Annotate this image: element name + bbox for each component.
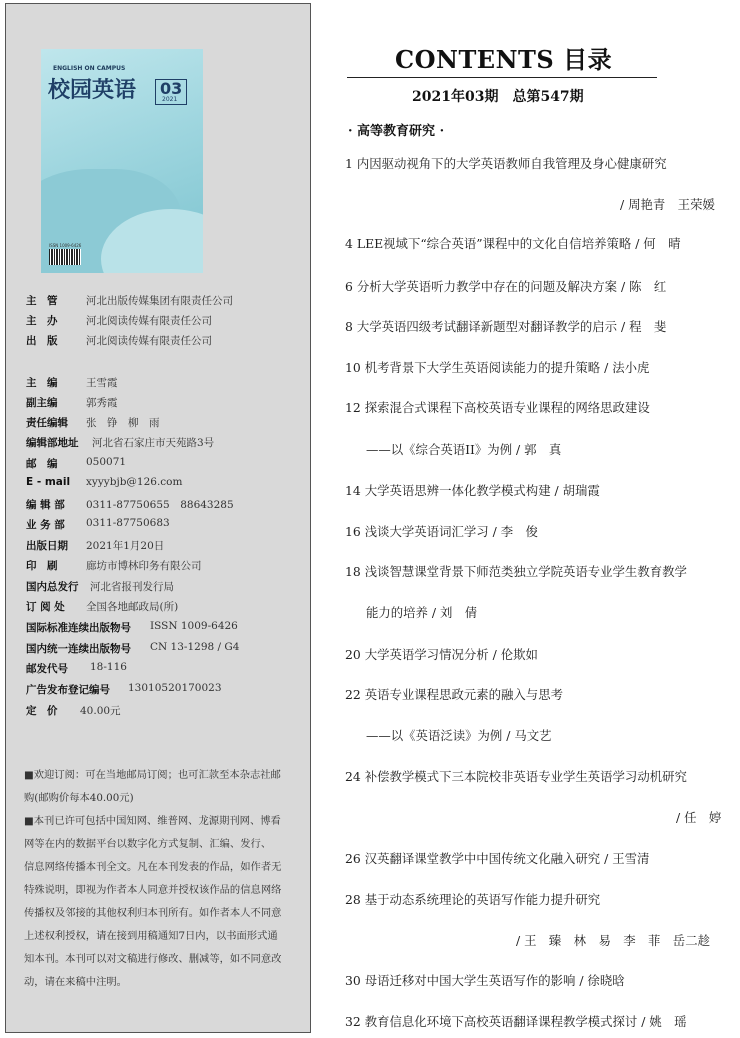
- toc-entry[interactable]: [345, 890, 600, 908]
- masthead-value: 13010520170023: [128, 682, 222, 694]
- masthead-value: 张 铮 柳 雨: [86, 417, 160, 429]
- toc-page-number: 32: [345, 1014, 361, 1029]
- toc-article-title: 大学英语四级考试翻译新题型对翻译教学的启示 / 程 斐: [356, 319, 667, 334]
- masthead-value: 王雪霞: [86, 377, 118, 389]
- masthead-value: 廊坊市博林印务有限公司: [86, 560, 202, 572]
- toc-page-number: 24: [345, 769, 361, 784]
- notice-line: 传播权及邻接的其他权利归本刊所有。如作者本人不同意: [24, 907, 282, 919]
- notice-line: ■欢迎订阅：可在当地邮局订阅；也可汇款至本杂志社邮: [24, 769, 281, 781]
- toc-page-number: 8: [345, 319, 353, 334]
- masthead-label: 订 阅 处: [26, 601, 65, 613]
- toc-article-title: 浅谈大学英语词汇学习 / 李 俊: [364, 524, 538, 539]
- contents-title: CONTENTS 目录: [395, 45, 613, 74]
- masthead-value: 河北阅读传媒有限责任公司: [86, 315, 212, 327]
- toc-page-number: 28: [345, 892, 361, 907]
- toc-page-number: 20: [345, 647, 361, 662]
- toc-page-number: 14: [345, 483, 361, 498]
- magazine-cover-image: [41, 49, 203, 273]
- masthead-value: xyyybjb@126.com: [86, 476, 183, 488]
- toc-page-number: 18: [345, 564, 361, 579]
- toc-page-number: 30: [345, 973, 361, 988]
- masthead-value: 0311-87750655 88643285: [86, 499, 234, 511]
- notice-line: ■本刊已许可包括中国知网、维普网、龙源期刊网、博看: [24, 815, 281, 827]
- toc-article-title: 分析大学英语听力教学中存在的问题及解决方案 / 陈 红: [356, 279, 667, 294]
- toc-article-title: 探索混合式课程下高校英语专业课程的网络思政建设: [364, 400, 650, 415]
- masthead-value: 河北阅读传媒有限责任公司: [86, 335, 212, 347]
- notice-line: 网等在内的数据平台以数字化方式复制、汇编、发行、: [24, 838, 272, 850]
- toc-entry[interactable]: [345, 234, 680, 252]
- masthead-label: 国内统一连续出版物号: [26, 643, 131, 655]
- masthead-label: 主 办: [26, 315, 58, 327]
- masthead-label: 出 版: [26, 335, 58, 347]
- toc-article-continuation: 能力的培养 / 刘 倩: [366, 605, 478, 620]
- toc-entry[interactable]: [345, 398, 650, 416]
- toc-entry[interactable]: [345, 481, 600, 499]
- toc-entry[interactable]: [345, 645, 538, 663]
- toc-entry[interactable]: [345, 522, 538, 540]
- masthead-label: 编辑部地址: [26, 437, 79, 449]
- masthead-value: 郭秀霞: [86, 397, 118, 409]
- masthead-label: 定 价: [26, 705, 58, 717]
- masthead-label: 责任编辑: [26, 417, 68, 429]
- toc-article-title: 英语专业课程思政元素的融入与思考: [364, 687, 563, 702]
- toc-page-number: 4: [345, 236, 353, 251]
- masthead-value: ISSN 1009-6426: [150, 620, 238, 632]
- toc-page-number: 26: [345, 851, 361, 866]
- notice-line: 购(邮购价每本40.00元): [24, 792, 134, 804]
- toc-article-title: 大学英语思辨一体化教学模式构建 / 胡瑞霞: [364, 483, 600, 498]
- masthead-label: 国际标准连续出版物号: [26, 622, 131, 634]
- toc-article-title: 母语迁移对中国大学生英语写作的影响 / 徐晓晗: [364, 973, 625, 988]
- toc-article-title: 教育信息化环境下高校英语翻译课程教学模式探讨 / 姚 瑶: [364, 1014, 687, 1029]
- masthead-panel: [5, 3, 311, 1033]
- section-heading: · 高等教育研究 ·: [348, 124, 445, 139]
- toc-page-number: 22: [345, 687, 361, 702]
- issue-line: 2021年03期 总第547期: [412, 89, 584, 105]
- cover-english-title: ENGLISH ON CAMPUS: [53, 65, 126, 72]
- cover-chinese-title: 校园英语: [48, 78, 137, 103]
- toc-article-title: 内因驱动视角下的大学英语教师自我管理及身心健康研究: [356, 156, 667, 171]
- masthead-label: 邮 编: [26, 458, 58, 470]
- toc-article-continuation: / 周艳青 王荣媛: [620, 197, 715, 212]
- toc-article-title: LEE视域下“综合英语”课程中的文化自信培养策略 / 何 晴: [356, 236, 681, 251]
- toc-entry[interactable]: [345, 767, 687, 785]
- masthead-value: 河北省石家庄市天苑路3号: [92, 437, 215, 449]
- toc-article-title: 机考背景下大学生英语阅读能力的提升策略 / 法小虎: [364, 360, 650, 375]
- masthead-label: 业 务 部: [26, 519, 65, 531]
- toc-article-continuation: / 王 臻 林 易 李 菲 岳二趁: [516, 933, 710, 948]
- notice-line: 知本刊。本刊可以对文稿进行修改、删减等，如不同意改: [24, 953, 282, 965]
- cover-issn: ISSN 1009-6426: [49, 243, 82, 248]
- toc-entry[interactable]: [345, 562, 687, 580]
- masthead-label: 主 管: [26, 295, 58, 307]
- masthead-label: 邮发代号: [26, 663, 68, 675]
- cover-issue-number: 03: [160, 79, 183, 98]
- masthead-value: 050071: [86, 456, 127, 468]
- notice-line: 信息网络传播本刊全文。凡在本刊发表的作品，如作者无: [24, 861, 282, 873]
- toc-article-title: 浅谈智慧课堂背景下师范类独立学院英语专业学生教育教学: [364, 564, 687, 579]
- toc-article-title: 汉英翻译课堂教学中中国传统文化融入研究 / 王雪清: [364, 851, 650, 866]
- toc-article-title: 补偿教学模式下三本院校非英语专业学生英语学习动机研究: [364, 769, 687, 784]
- title-divider: [347, 77, 657, 78]
- toc-entry[interactable]: [345, 685, 563, 703]
- toc-entry[interactable]: [345, 1012, 687, 1030]
- masthead-value: 全国各地邮政局(所): [86, 601, 179, 613]
- masthead-value: CN 13-1298 / G4: [150, 641, 240, 653]
- toc-entry[interactable]: [345, 358, 649, 376]
- masthead-label: 编 辑 部: [26, 499, 65, 511]
- toc-page-number: 12: [345, 400, 361, 415]
- toc-article-continuation: ——以《英语泛读》为例 / 马文艺: [366, 728, 552, 743]
- notice-line: 特殊说明，即视为作者本人同意并授权该作品的信息网络: [24, 884, 282, 896]
- toc-entry[interactable]: [345, 971, 625, 989]
- masthead-label: 主 编: [26, 377, 58, 389]
- notice-text: [24, 764, 316, 994]
- masthead-value: 0311-87750683: [86, 517, 170, 529]
- masthead-value: 40.00元: [80, 705, 121, 717]
- toc-entry[interactable]: [345, 317, 666, 335]
- toc-page-number: 16: [345, 524, 361, 539]
- toc-page-number: 6: [345, 279, 353, 294]
- masthead-label: E - mail: [26, 476, 71, 488]
- masthead-value: 2021年1月20日: [86, 540, 165, 552]
- toc-article-title: 大学英语学习情况分析 / 伦欺如: [364, 647, 538, 662]
- masthead-label: 印 刷: [26, 560, 58, 572]
- notice-line: 上述权利授权，请在接到用稿通知7日内，以书面形式通: [24, 930, 278, 942]
- toc-entry[interactable]: [345, 154, 667, 172]
- toc-entry[interactable]: [345, 849, 649, 867]
- notice-line: 动，请在来稿中注明。: [24, 976, 127, 988]
- masthead-label: 出版日期: [26, 540, 68, 552]
- toc-page-number: 1: [345, 156, 353, 171]
- masthead-value: 河北出版传媒集团有限责任公司: [86, 295, 233, 307]
- toc-article-continuation: ——以《综合英语II》为例 / 郭 真: [366, 442, 562, 457]
- toc-entry[interactable]: [345, 277, 666, 295]
- toc-article-title: 基于动态系统理论的英语写作能力提升研究: [364, 892, 601, 907]
- cover-year: 2021: [162, 96, 178, 103]
- masthead-value: 河北省报刊发行局: [90, 581, 174, 593]
- barcode-icon: [49, 249, 81, 265]
- toc-page-number: 10: [345, 360, 361, 375]
- masthead-label: 国内总发行: [26, 581, 79, 593]
- masthead-value: 18-116: [90, 661, 127, 673]
- toc-article-continuation: / 任 婷: [676, 810, 722, 825]
- masthead-label: 副主编: [26, 397, 58, 409]
- masthead-label: 广告发布登记编号: [26, 684, 110, 696]
